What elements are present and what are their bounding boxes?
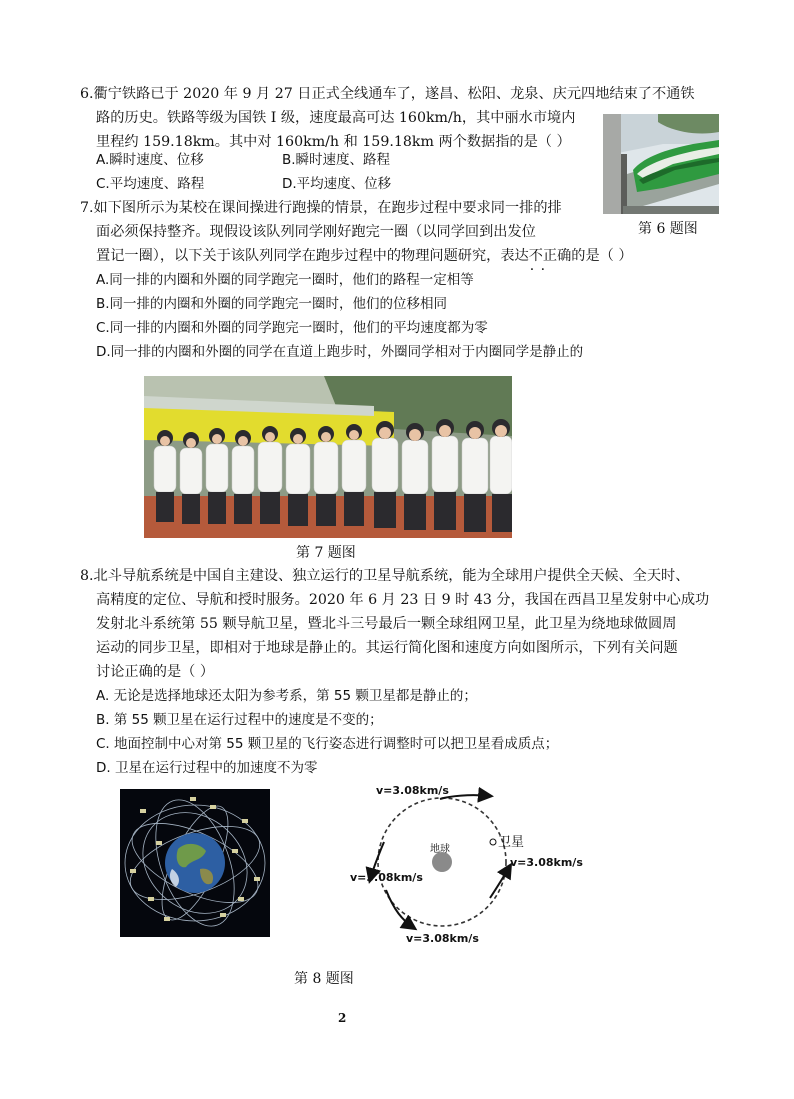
velocity-label-top: v=3.08km/s	[376, 784, 449, 797]
q7-line-3	[96, 246, 633, 266]
q7-line-3-tail: 的是（ ）	[571, 248, 633, 264]
q6-line-1: 6.衢宁铁路已于 2020 年 9 月 27 日正式全线通车了，遂昌、松阳、龙泉、庆元四地结束了不通铁	[80, 86, 695, 102]
q6-line-3: 里程约 159.18km。其中对 160km/h 和 159.18km 两个数据指的是（ ）	[96, 134, 571, 150]
velocity-arrow-bottom	[386, 890, 414, 928]
velocity-label-right: v=3.08km/s	[510, 856, 583, 869]
running-students-photo	[144, 376, 512, 538]
q8-option-b: B. 第 55 颗卫星在运行过程中的速度是不变的；	[96, 712, 383, 728]
q6-caption: 第 6 题图	[638, 221, 698, 237]
q8-line-1: 8.北斗导航系统是中国自主建设、独立运行的卫星导航系统，能为全球用户提供全天候、全天时、	[80, 568, 690, 584]
q8-option-a: A. 无论是选择地球还太阳为参考系，第 55 颗卫星都是静止的；	[96, 688, 477, 704]
q8-line-3: 发射北斗系统第 55 颗导航卫星，暨北斗三号最后一颗全球组网卫星，此卫星为绕地球做圆周	[96, 616, 677, 632]
q8-line-2: 高精度的定位、导航和授时服务。2020 年 6 月 23 日 9 时 43 分，我国在西昌卫星发射中心成功	[96, 592, 710, 608]
q6-line-2: 路的历史。铁路等级为国铁 Ⅰ 级，速度最高可达 160km/h，其中丽水市境内	[96, 110, 576, 126]
satellite-label: 卫星	[498, 835, 525, 850]
q6-option-d: D.平均速度、位移	[282, 176, 392, 192]
earth-circle	[432, 852, 452, 872]
q8-option-d: D. 卫星在运行过程中的加速度不为零	[96, 760, 318, 776]
q7-emphasis: 不正确 · ·	[529, 248, 572, 264]
satellite-marker	[490, 839, 496, 845]
beidou-constellation-image	[120, 789, 270, 937]
page-number: 2	[338, 1011, 347, 1025]
velocity-label-bottom: v=3.08km/s	[406, 932, 479, 945]
q6-option-c: C.平均速度、路程	[96, 176, 205, 192]
orbit-diagram	[340, 780, 590, 950]
train-photo	[603, 114, 719, 214]
earth-label: 地球	[430, 844, 450, 855]
q7-option-b: B.同一排的内圈和外圈的同学跑完一圈时，他们的位移相同	[96, 296, 448, 312]
q8-option-c: C. 地面控制中心对第 55 颗卫星的飞行姿态进行调整时可以把卫星看成质点；	[96, 736, 559, 752]
velocity-arrow-right	[490, 866, 510, 898]
q8-line-5: 讨论正确的是（ ）	[96, 664, 215, 680]
q7-caption: 第 7 题图	[296, 545, 356, 561]
q6-option-b: B.瞬时速度、路程	[282, 152, 391, 168]
q7-option-a: A.同一排的内圈和外圈的同学跑完一圈时，他们的路程一定相等	[96, 272, 474, 288]
q8-line-4: 运动的同步卫星，即相对于地球是静止的。其运行简化图和速度方向如图所示，下列有关问题	[96, 640, 678, 656]
q6-option-a: A.瞬时速度、位移	[96, 152, 204, 168]
q7-option-d: D.同一排的内圈和外圈的同学在直道上跑步时，外圈同学相对于内圈同学是静止的	[96, 344, 584, 360]
velocity-label-left: v=3.08km/s	[350, 871, 423, 884]
q7-line-1: 7.如下图所示为某校在课间操进行跑操的情景，在跑步过程中要求同一排的排	[80, 200, 562, 216]
q8-caption: 第 8 题图	[294, 971, 354, 987]
q7-option-c: C.同一排的内圈和外圈的同学跑完一圈时，他们的平均速度都为零	[96, 320, 488, 336]
q7-line-3-text: 置记一圈），以下关于该队列同学在跑步过程中的物理问题研究，表达	[96, 248, 529, 264]
q7-line-2: 面必须保持整齐。现假设该队列同学刚好跑完一圈（以同学回到出发位	[96, 224, 536, 240]
